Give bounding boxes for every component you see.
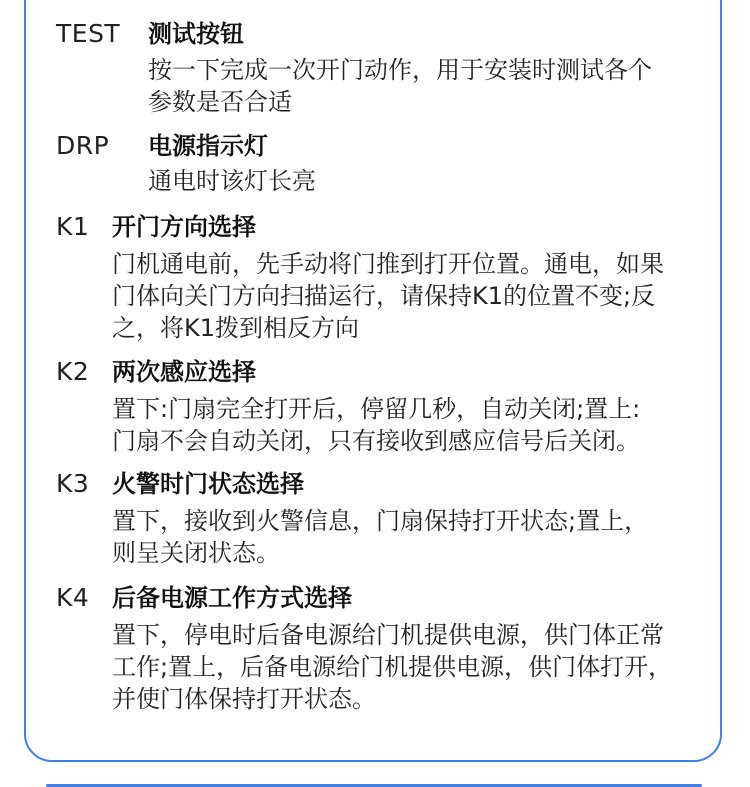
item-code: TEST: [56, 19, 121, 48]
item-code: K2: [56, 357, 90, 386]
item-description: [112, 393, 640, 457]
item-title: 开门方向选择: [112, 213, 256, 241]
description-line: 门机通电前，先手动将门推到打开位置。通电，如果: [112, 250, 664, 278]
item-code: K3: [56, 469, 90, 498]
description-line: 置下，接收到火警信息，门扇保持打开状态;置上，: [112, 507, 649, 535]
description-line: 置下，停电时后备电源给门机提供电源，供门体正常: [112, 621, 664, 649]
item-description: [112, 619, 672, 715]
item-code: DRP: [56, 131, 110, 160]
description-line: 之，将K1拨到相反方向: [112, 314, 360, 342]
item-description: [148, 165, 316, 197]
item-description: [112, 505, 648, 569]
description-line: 门扇不会自动关闭，只有接收到感应信号后关闭。: [112, 427, 640, 455]
description-line: 并使门体保持打开状态。: [112, 685, 376, 713]
item-title: 电源指示灯: [148, 132, 268, 160]
item-code: K1: [56, 212, 90, 241]
item-title: 测试按钮: [148, 20, 244, 48]
item-title: 两次感应选择: [112, 358, 256, 386]
item-title: 后备电源工作方式选择: [112, 584, 352, 612]
item-description: [112, 248, 664, 344]
item-code: K4: [56, 583, 90, 612]
description-line: 置下:门扇完全打开后，停留几秒，自动关闭;置上:: [112, 395, 641, 423]
description-line: 通电时该灯长亮: [148, 167, 316, 195]
description-line: 门体向关门方向扫描运行，请保持K1的位置不变;反: [112, 282, 656, 310]
description-line: 参数是否合适: [148, 88, 292, 116]
description-line: 工作;置上，后备电源给门机提供电源，供门体打开，: [112, 653, 673, 681]
description-line: 则呈关闭状态。: [112, 539, 280, 567]
item-title: 火警时门状态选择: [112, 470, 304, 498]
item-description: [148, 54, 652, 118]
description-line: 按一下完成一次开门动作，用于安装时测试各个: [148, 56, 652, 84]
